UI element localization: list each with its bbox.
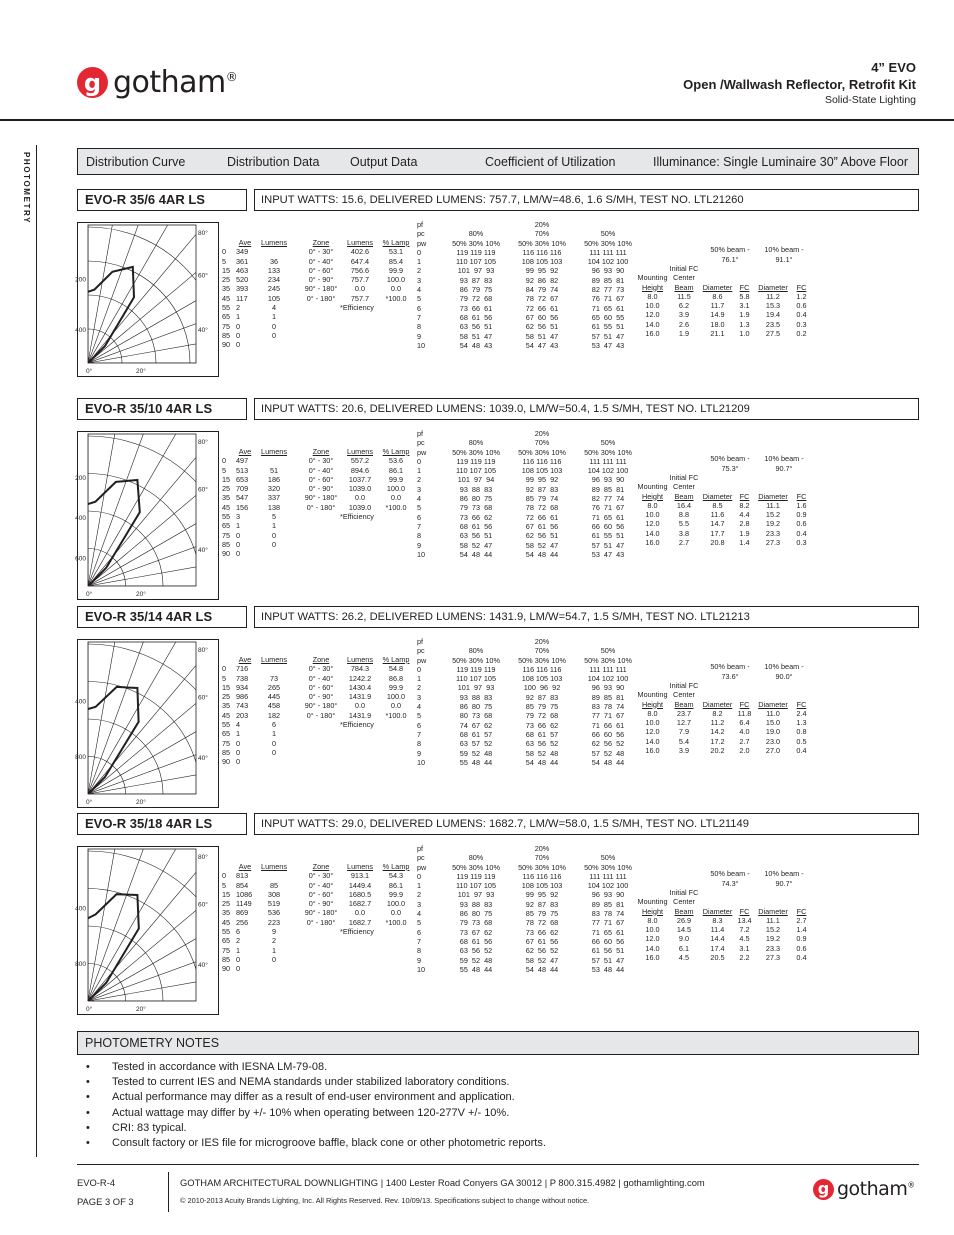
table-row: 90 0 — [222, 757, 241, 767]
distribution-curve-svg — [75, 847, 218, 1014]
angle-label: 60° — [198, 694, 208, 702]
table-row: 6 74 67 62 73 66 62 71 66 61 — [417, 720, 625, 730]
plot-frame — [88, 225, 196, 363]
table-row: 10.0 14.5 11.4 7.2 15.2 1.4 — [645, 925, 807, 935]
dist-header — [222, 447, 236, 456]
dist-header: Ave — [238, 862, 252, 871]
angle-label: 80° — [198, 854, 208, 861]
table-row: 25 520 234 — [222, 275, 281, 285]
dist-header: Ave — [238, 238, 252, 247]
input-summary: INPUT WATTS: 15.6, DELIVERED LUMENS: 757.7, LM/W=48.6, 1.6 S/MH, TEST NO. LTL21260 — [261, 194, 744, 206]
table-row: 1 110 107 105 108 105 103 104 102 100 — [417, 881, 629, 891]
footer-logo-wordmark: gotham® — [837, 1178, 915, 1200]
table-row: 55 4 6 — [222, 720, 277, 730]
distribution-data-table — [222, 238, 294, 350]
table-row: 12.0 9.0 14.4 4.5 19.2 0.9 — [645, 934, 807, 944]
angle-label: 40° — [198, 327, 208, 335]
note-item: • Tested to current IES and NEMA standards under stabilized laboratory conditions. — [86, 1075, 546, 1090]
illuminance-table: Initial FC Mounting Center Height Beam Diameter FC Diameter FC 8.0 23.7 8.2 11.8 11.0 2.4 10.0 12.7 11.2 6.4 15.0 1.3 12.0 7.9 14.2 4.0 19.0 0.8 14.0 5.4 17.2 2.7 23.0 0.5 16.0 3.9 20.2 2.0 27.0 0.4 — [636, 681, 810, 755]
table-row: 90° - 180° 0.0 0.0 — [304, 284, 402, 294]
footer-copyright: © 2010-2013 Acuity Brands Lighting, Inc. All Rights Reserved. Rev. 10/09/13. Specifications subject to change without notice. — [180, 1196, 590, 1205]
distribution-curve-plot — [77, 222, 219, 377]
gotham-logo-mark: g — [77, 67, 108, 98]
table-row: 85 0 0 — [222, 330, 277, 340]
table-row: 0° - 180° 1431.9 *100.0 — [306, 710, 407, 720]
table-row: 8 63 57 52 63 56 52 62 56 52 — [417, 739, 625, 749]
model-name: EVO-R 35/14 4AR LS — [85, 609, 213, 624]
table-row: 10 54 48 43 54 47 43 53 47 43 — [417, 340, 625, 350]
table-row: 15 653 186 — [222, 474, 281, 484]
table-row: 0° - 180° 1039.0 *100.0 — [306, 502, 407, 512]
table-row: 0° - 30° 913.1 54.3 — [308, 871, 404, 881]
table-row: 8 63 56 52 62 56 52 61 56 51 — [417, 946, 625, 956]
table-row: 10.0 8.8 11.6 4.4 15.2 0.9 — [645, 510, 807, 520]
coefficient-of-utilization-table: pf 20% pc 80% 70% 50% pw 50% 30% 10% 50% 30% 10% 50% 30% 10% 0 119 119 119 116 116 116 111 111 111 1 110 107 105 108 105 103 104 102 100 2 101 97 93 99 95 92 96 93 90 3 93 87 83 92 86 82 89 85 81 4 86 79 75 84 79 74 82 77 73 5 79 72 68 78 72 67 76 71 67 6 73 66 61 72 66 61 71 65 61 7 68 61 56 67 60 56 65 60 55 8 63 56 51 62 56 51 61 55 51 9 58 51 47 58 51 47 57 51 47 10 54 48 43 54 47 43 53 47 43 — [417, 220, 641, 350]
table-row: 14.0 6.1 17.4 3.1 23.3 0.6 — [645, 943, 807, 953]
gotham-logo-wordmark: gotham® — [113, 65, 238, 100]
photometry-tabs — [77, 148, 919, 175]
table-row: 5 513 51 — [222, 465, 279, 475]
table-row: 9 58 51 47 58 51 47 57 51 47 — [417, 331, 625, 341]
illuminance-table: Initial FC Mounting Center Height Beam Diameter FC Diameter FC 8.0 16.4 8.5 8.2 11.1 1.6 10.0 8.8 11.6 4.4 15.2 0.9 12.0 5.5 14.7 2.8 19.2 0.6 14.0 3.8 17.7 1.9 23.3 0.4 16.0 2.7 20.8 1.4 27.3 0.3 — [636, 473, 810, 547]
beam-50-label: 50% beam - 73.6° — [710, 662, 750, 681]
table-row: 6 73 66 62 72 66 61 71 65 61 — [417, 512, 625, 522]
table-row: 45 156 138 — [222, 502, 281, 512]
beam-50-label: 50% beam - 76.1° — [710, 245, 750, 264]
product-title-block — [683, 59, 916, 107]
table-row: 4 86 80 75 85 79 75 83 78 74 — [417, 702, 625, 712]
table-row: 10 55 48 44 54 48 44 54 48 44 — [417, 757, 625, 767]
table-row: 8 63 56 51 62 56 51 61 55 51 — [417, 531, 625, 541]
table-row: 6 73 67 62 73 66 62 71 65 61 — [417, 927, 625, 937]
angle-label: 80° — [198, 439, 208, 446]
table-row: 8.0 26.9 8.3 13.4 11.1 2.7 — [647, 915, 807, 925]
angle-label: 0° — [86, 1006, 93, 1013]
beam-10-label: 10% beam - 90.7° — [764, 869, 804, 888]
efficiency-note: *Efficiency — [340, 512, 374, 522]
dist-header: Ave — [238, 655, 252, 664]
distribution-data-table — [222, 862, 294, 974]
beam-10-label: 10% beam - 90.7° — [764, 454, 804, 473]
photometry-notes — [86, 1060, 546, 1151]
footer-divider — [168, 1172, 169, 1212]
table-row: 7 68 61 56 67 61 56 66 60 56 — [417, 521, 625, 531]
table-row: 16.0 1.9 21.1 1.0 27.5 0.2 — [645, 329, 807, 339]
table-row: 10.0 6.2 11.7 3.1 15.3 0.6 — [645, 301, 807, 311]
candela-axis-label: 400 — [75, 326, 86, 334]
efficiency-note: *Efficiency — [340, 927, 374, 937]
angle-label: 60° — [198, 901, 208, 909]
product-subtitle: Open /Wallwash Reflector, Retrofit Kit — [683, 77, 916, 92]
angle-label: 40° — [198, 547, 208, 555]
dist-header: Lumens — [261, 238, 287, 247]
table-row: 10 55 48 44 54 48 44 53 48 44 — [417, 964, 625, 974]
table-row: 4 86 80 75 85 79 74 82 77 74 — [417, 494, 625, 504]
angle-label: 20° — [136, 591, 146, 598]
table-row: 90 0 — [222, 340, 241, 350]
output-data-table: Zone Lumens % Lamp 0° - 30° 402.6 53.1 0° - 40° 647.4 85.4 0° - 60° 756.6 99.9 0° - 90° 757.7 100.0 90° - 180° 0.0 0.0 0° - 180° 757.7 *100.0 *Efficiency — [302, 238, 412, 312]
table-row: 0 119 119 119 116 116 116 111 111 111 — [417, 871, 627, 881]
table-row: 5 79 72 68 78 72 67 76 71 67 — [417, 294, 625, 304]
table-row: 85 0 0 — [222, 747, 277, 757]
table-row: 90° - 180° 0.0 0.0 — [304, 908, 402, 918]
table-row: 90° - 180° 0.0 0.0 — [304, 493, 402, 503]
candela-axis-label: 200 — [75, 475, 86, 483]
table-row: 0° - 60° 1037.7 99.9 — [308, 474, 404, 484]
grid-radial — [88, 775, 170, 1001]
beam-10-label: 10% beam - 91.1° — [764, 245, 804, 264]
table-row: 1 110 107 105 108 105 103 104 102 100 — [417, 257, 629, 267]
angle-label: 20° — [136, 368, 146, 375]
table-row: 0° - 40° 1449.4 86.1 — [308, 880, 404, 890]
table-row: 3 93 88 83 92 87 83 89 85 81 — [417, 692, 625, 702]
table-row: 55 2 4 — [222, 303, 277, 313]
table-row: 0° - 90° 1039.0 100.0 — [308, 484, 406, 494]
photometry-notes-heading: PHOTOMETRY NOTES — [77, 1031, 919, 1055]
dist-header — [222, 655, 236, 664]
input-summary: INPUT WATTS: 29.0, DELIVERED LUMENS: 1682.7, LM/W=58.0, 1.5 S/MH, TEST NO. LTL21149 — [261, 818, 749, 830]
table-row: 0 119 119 119 116 116 116 111 111 111 — [417, 664, 627, 674]
table-row: 12.0 5.5 14.7 2.8 19.2 0.6 — [645, 519, 807, 529]
table-row: 0 716 — [222, 664, 249, 674]
product-title: 4” EVO — [871, 60, 916, 75]
candela-axis-label: 400 — [75, 698, 86, 706]
table-row: 3 93 88 83 92 87 83 89 85 81 — [417, 899, 625, 909]
dist-header: Lumens — [261, 862, 287, 871]
table-row: 90 0 — [222, 964, 241, 974]
footer-rule — [77, 1164, 919, 1165]
distribution-data-table — [222, 655, 294, 767]
table-row: 10.0 12.7 11.2 6.4 15.0 1.3 — [645, 718, 807, 728]
table-row: 45 203 182 — [222, 710, 281, 720]
table-row: 5 80 73 68 79 72 68 77 71 67 — [417, 711, 625, 721]
grid-radial — [88, 360, 170, 586]
coefficient-of-utilization-table: pf 20% pc 80% 70% 50% pw 50% 30% 10% 50% 30% 10% 50% 30% 10% 0 119 119 119 116 116 116 111 111 111 1 110 107 105 108 105 103 104 102 100 2 101 97 93 99 95 92 96 93 90 3 93 88 83 92 87 83 89 85 81 4 86 80 75 85 79 75 83 78 74 5 79 73 68 78 72 68 77 71 67 6 73 67 62 73 66 62 71 65 61 7 68 61 56 67 61 56 66 60 56 8 63 56 52 62 56 52 61 56 51 9 59 52 48 58 52 47 57 51 47 10 55 48 44 54 48 44 53 48 44 — [417, 844, 641, 974]
dist-header: Lumens — [261, 655, 287, 664]
grid-radial — [88, 350, 130, 586]
candela-axis-label: 200 — [75, 276, 86, 284]
tab-coefficient-of-utilization: Coefficient of Utilization — [485, 154, 616, 169]
beam-50-label: 50% beam - 75.3° — [710, 454, 750, 473]
candela-curve — [88, 687, 139, 794]
table-row: 5 854 85 — [222, 880, 279, 890]
output-data-table: Zone Lumens % Lamp 0° - 30° 913.1 54.3 0° - 40° 1449.4 86.1 0° - 60° 1680.5 99.9 0° - 90° 1682.7 100.0 90° - 180° 0.0 0.0 0° - 180° 1682.7 *100.0 *Efficiency — [302, 862, 412, 936]
tab-distribution-curve: Distribution Curve — [86, 154, 186, 169]
table-row: 7 68 61 56 67 60 56 65 60 55 — [417, 312, 625, 322]
distribution-curve-svg — [75, 223, 218, 376]
table-row: 65 2 2 — [222, 936, 277, 946]
tab-illuminance: Illuminance: Single Luminaire 30” Above Floor — [653, 154, 908, 169]
table-row: 25 986 445 — [222, 692, 281, 702]
note-item: • Actual performance may differ as a result of end-user environment and application. — [86, 1090, 546, 1105]
table-row: 8.0 11.5 8.6 5.8 11.2 1.2 — [647, 291, 807, 301]
plot-frame — [88, 849, 196, 1001]
input-summary-box — [254, 189, 919, 211]
dist-header: Lumens — [261, 447, 287, 456]
table-row: 14.0 2.6 18.0 1.3 23.5 0.3 — [645, 319, 807, 329]
distribution-curve-plot — [77, 639, 219, 808]
table-row: 9 59 52 48 58 52 48 57 52 48 — [417, 748, 625, 758]
note-item: • Tested in accordance with IESNA LM-79-08. — [86, 1060, 546, 1075]
grid-radial — [88, 568, 170, 794]
illuminance-table: Initial FC Mounting Center Height Beam Diameter FC Diameter FC 8.0 11.5 8.6 5.8 11.2 1.2 10.0 6.2 11.7 3.1 15.3 0.6 12.0 3.9 14.9 1.9 19.4 0.4 14.0 2.6 18.0 1.3 23.5 0.3 16.0 1.9 21.1 1.0 27.5 0.2 — [636, 264, 810, 338]
table-row: 15 463 133 — [222, 265, 281, 275]
table-row: 2 101 97 93 100 96 92 96 93 90 — [417, 683, 625, 693]
table-row: 4 86 80 75 85 79 75 83 78 74 — [417, 909, 625, 919]
candela-axis-label: 800 — [75, 754, 86, 762]
table-row: 75 0 0 — [222, 738, 277, 748]
dist-header: Ave — [238, 447, 252, 456]
table-row: 85 0 0 — [222, 539, 277, 549]
table-row: 0° - 40° 647.4 85.4 — [308, 256, 404, 266]
table-row: 0° - 40° 1242.2 86.8 — [308, 673, 404, 683]
table-row: 55 3 5 — [222, 512, 277, 522]
input-summary: INPUT WATTS: 26.2, DELIVERED LUMENS: 1431.9, LM/W=54.7, 1.5 S/MH, TEST NO. LTL21213 — [261, 611, 750, 623]
table-row: 3 93 88 83 92 87 83 89 85 81 — [417, 484, 625, 494]
plot-frame — [88, 434, 196, 586]
candela-axis-label: 400 — [75, 515, 86, 523]
table-row: 3 93 87 83 92 86 82 89 85 81 — [417, 275, 625, 285]
table-row: 9 58 52 47 58 52 47 57 51 47 — [417, 540, 625, 550]
table-row: 10 54 48 44 54 48 44 53 47 43 — [417, 549, 625, 559]
table-row: 35 743 458 — [222, 701, 281, 711]
efficiency-note: *Efficiency — [340, 303, 374, 313]
candela-axis-label: 600 — [75, 555, 86, 563]
table-row: 0 497 — [222, 456, 249, 466]
table-row: 6 73 66 61 72 66 61 71 65 61 — [417, 303, 625, 313]
table-row: 1 110 107 105 108 105 103 104 102 100 — [417, 466, 629, 476]
table-row: 90 0 — [222, 549, 241, 559]
table-row: 0° - 30° 784.3 54.8 — [308, 664, 404, 674]
table-row: 0 349 — [222, 247, 249, 257]
table-row: 14.0 5.4 17.2 2.7 23.0 0.5 — [645, 736, 807, 746]
note-item: • CRI: 83 typical. — [86, 1121, 546, 1136]
beam-50-label: 50% beam - 74.3° — [710, 869, 750, 888]
table-row: 1 110 107 105 108 105 103 104 102 100 — [417, 674, 629, 684]
table-row: 12.0 7.9 14.2 4.0 19.0 0.8 — [645, 727, 807, 737]
side-label: PHOTOMETRY — [22, 152, 31, 225]
beam-10-label: 10% beam - 90.0° — [764, 662, 804, 681]
note-item: • Actual wattage may differ by +/- 10% when operating between 120-277V +/- 10%. — [86, 1106, 546, 1121]
angle-label: 60° — [198, 486, 208, 494]
product-category: Solid-State Lighting — [824, 94, 916, 106]
table-row: 0° - 60° 1430.4 99.9 — [308, 682, 404, 692]
table-row: 25 1149 519 — [222, 899, 281, 909]
angle-label: 20° — [136, 799, 146, 806]
table-row: 75 1 1 — [222, 945, 277, 955]
table-row: 0° - 180° 757.7 *100.0 — [306, 293, 407, 303]
model-name-box — [77, 398, 247, 420]
table-row: 5 361 36 — [222, 256, 279, 266]
table-row: 4 86 79 75 84 79 74 82 77 73 — [417, 285, 625, 295]
dist-header — [222, 862, 236, 871]
table-row: 5 79 73 68 78 72 68 77 71 67 — [417, 918, 625, 928]
model-name: EVO-R 35/18 4AR LS — [85, 816, 213, 831]
efficiency-note: *Efficiency — [340, 720, 374, 730]
table-row: 35 393 245 — [222, 284, 281, 294]
dist-header — [222, 238, 236, 247]
table-row: 0° - 60° 756.6 99.9 — [308, 265, 404, 275]
note-item: • Consult factory or IES file for microgroove baffle, black cone or other photometric reports. — [86, 1136, 546, 1151]
illuminance-table: Initial FC Mounting Center Height Beam Diameter FC Diameter FC 8.0 26.9 8.3 13.4 11.1 2.7 10.0 14.5 11.4 7.2 15.2 1.4 12.0 9.0 14.4 4.5 19.2 0.9 14.0 6.1 17.4 3.1 23.3 0.6 16.0 4.5 20.5 2.2 27.3 0.4 — [636, 888, 810, 962]
table-row: 15 1086 308 — [222, 889, 281, 899]
table-row: 65 1 1 — [222, 521, 277, 531]
side-rule — [36, 145, 37, 1157]
model-name-box — [77, 189, 247, 211]
distribution-data-table — [222, 447, 294, 559]
table-row: 16.0 2.7 20.8 1.4 27.3 0.3 — [645, 538, 807, 548]
table-row: 16.0 4.5 20.5 2.2 27.3 0.4 — [645, 953, 807, 963]
table-row: 0° - 90° 1431.9 100.0 — [308, 692, 406, 702]
coefficient-of-utilization-table: pf 20% pc 80% 70% 50% pw 50% 30% 10% 50% 30% 10% 50% 30% 10% 0 119 119 119 116 116 116 111 111 111 1 110 107 105 108 105 103 104 102 100 2 101 97 93 100 96 92 96 93 90 3 93 88 83 92 87 83 89 85 81 4 86 80 75 85 79 75 83 78 74 5 80 73 68 79 72 68 77 71 67 6 74 67 62 73 66 62 71 66 61 7 68 61 57 68 61 57 66 60 56 8 63 57 52 63 56 52 62 56 52 9 59 52 48 58 52 48 57 52 48 10 55 48 44 54 48 44 54 48 44 — [417, 637, 641, 767]
distribution-curve-plot — [77, 846, 219, 1015]
angle-label: 20° — [136, 1006, 146, 1013]
footer-logo-mark: g — [813, 1179, 834, 1200]
table-row: 8 63 56 51 62 56 51 61 55 51 — [417, 322, 625, 332]
angle-label: 0° — [86, 368, 93, 375]
table-row: 2 101 97 94 99 95 92 96 93 90 — [417, 475, 625, 485]
table-row: 7 68 61 56 67 61 56 66 60 56 — [417, 936, 625, 946]
coefficient-of-utilization-table: pf 20% pc 80% 70% 50% pw 50% 30% 10% 50% 30% 10% 50% 30% 10% 0 119 119 119 116 116 116 111 111 111 1 110 107 105 108 105 103 104 102 100 2 101 97 94 99 95 92 96 93 90 3 93 88 83 92 87 83 89 85 81 4 86 80 75 85 79 74 82 77 74 5 79 73 68 78 72 68 76 71 67 6 73 66 62 72 66 61 71 65 61 7 68 61 56 67 61 56 66 60 56 8 63 56 51 62 56 51 61 55 51 9 58 52 47 58 52 47 57 51 47 10 54 48 44 54 48 44 53 47 43 — [417, 429, 641, 559]
table-row: 0 119 119 119 116 116 116 111 111 111 — [417, 456, 627, 466]
output-data-table: Zone Lumens % Lamp 0° - 30° 784.3 54.8 0° - 40° 1242.2 86.8 0° - 60° 1430.4 99.9 0° - 90° 1431.9 100.0 90° - 180° 0.0 0.0 0° - 180° 1431.9 *100.0 *Efficiency — [302, 655, 412, 729]
tab-output-data: Output Data — [350, 154, 418, 169]
angle-label: 80° — [198, 230, 208, 237]
table-row: 8.0 16.4 8.5 8.2 11.1 1.6 — [647, 500, 807, 510]
table-row: 75 0 0 — [222, 530, 277, 540]
table-row: 7 68 61 57 68 61 57 66 60 56 — [417, 729, 625, 739]
table-row: 35 547 337 — [222, 493, 281, 503]
model-name-box — [77, 606, 247, 628]
header-rule — [0, 119, 954, 121]
footer-address: GOTHAM ARCHITECTURAL DOWNLIGHTING | 1400 Lester Road Conyers GA 30012 | P 800.315.4982 | gothamlighting.com — [180, 1177, 705, 1188]
table-row: 5 79 73 68 78 72 68 76 71 67 — [417, 503, 625, 513]
table-row: 8.0 23.7 8.2 11.8 11.0 2.4 — [647, 708, 807, 718]
table-row: 16.0 3.9 20.2 2.0 27.0 0.4 — [645, 746, 807, 756]
angle-label: 80° — [198, 647, 208, 654]
distribution-curve-svg — [75, 432, 218, 599]
table-row: 45 256 223 — [222, 917, 281, 927]
model-name: EVO-R 35/10 4AR LS — [85, 401, 213, 416]
output-data-table: Zone Lumens % Lamp 0° - 30° 557.2 53.6 0° - 40° 894.6 86.1 0° - 60° 1037.7 99.9 0° - 90° 1039.0 100.0 90° - 180° 0.0 0.0 0° - 180° 1039.0 *100.0 *Efficiency — [302, 447, 412, 521]
plot-frame — [88, 642, 196, 794]
table-row: 45 117 105 — [222, 293, 281, 303]
footer-page: PAGE 3 OF 3 — [77, 1196, 134, 1207]
table-row: 0° - 90° 1682.7 100.0 — [308, 899, 406, 909]
distribution-curve-svg — [75, 640, 218, 807]
table-row: 0° - 180° 1682.7 *100.0 — [306, 917, 407, 927]
table-row: 0° - 60° 1680.5 99.9 — [308, 889, 404, 899]
table-row: 2 101 97 93 99 95 92 96 93 90 — [417, 266, 625, 276]
tab-distribution-data: Distribution Data — [227, 154, 320, 169]
table-row: 65 1 1 — [222, 729, 277, 739]
table-row: 0° - 40° 894.6 86.1 — [308, 465, 404, 475]
table-row: 0 813 — [222, 871, 249, 881]
input-summary-box — [254, 398, 919, 420]
model-name-box — [77, 813, 247, 835]
gotham-logo — [77, 65, 237, 100]
candela-axis-label: 800 — [75, 961, 86, 969]
table-row: 0° - 30° 402.6 53.1 — [308, 247, 404, 257]
table-row: 12.0 3.9 14.9 1.9 19.4 0.4 — [645, 310, 807, 320]
table-row: 14.0 3.8 17.7 1.9 23.3 0.4 — [645, 528, 807, 538]
table-row: 35 869 536 — [222, 908, 281, 918]
angle-label: 60° — [198, 272, 208, 280]
table-row: 25 709 320 — [222, 484, 281, 494]
table-row: 75 0 0 — [222, 321, 277, 331]
input-summary-box — [254, 813, 919, 835]
angle-label: 40° — [198, 755, 208, 763]
table-row: 65 1 1 — [222, 312, 277, 322]
input-summary: INPUT WATTS: 20.6, DELIVERED LUMENS: 1039.0, LM/W=50.4, 1.5 S/MH, TEST NO. LTL21209 — [261, 403, 750, 415]
table-row: 5 738 73 — [222, 673, 279, 683]
candela-axis-label: 400 — [75, 905, 86, 913]
input-summary-box — [254, 606, 919, 628]
table-row: 55 6 9 — [222, 927, 277, 937]
distribution-curve-plot — [77, 431, 219, 600]
table-row: 85 0 0 — [222, 954, 277, 964]
table-row: 0° - 30° 557.2 53.6 — [308, 456, 404, 466]
footer-gotham-logo — [813, 1178, 914, 1200]
table-row: 9 59 52 48 58 52 47 57 51 47 — [417, 955, 625, 965]
angle-label: 40° — [198, 962, 208, 970]
table-row: 90° - 180° 0.0 0.0 — [304, 701, 402, 711]
model-name: EVO-R 35/6 4AR LS — [85, 192, 205, 207]
angle-label: 0° — [86, 799, 93, 806]
table-row: 0° - 90° 757.7 100.0 — [308, 275, 406, 285]
table-row: 2 101 97 93 99 95 92 96 93 90 — [417, 890, 625, 900]
table-row: 0 119 119 119 116 116 116 111 111 111 — [417, 247, 627, 257]
table-row: 15 934 265 — [222, 682, 281, 692]
angle-label: 0° — [86, 591, 93, 598]
footer-code: EVO-R-4 — [77, 1177, 116, 1188]
